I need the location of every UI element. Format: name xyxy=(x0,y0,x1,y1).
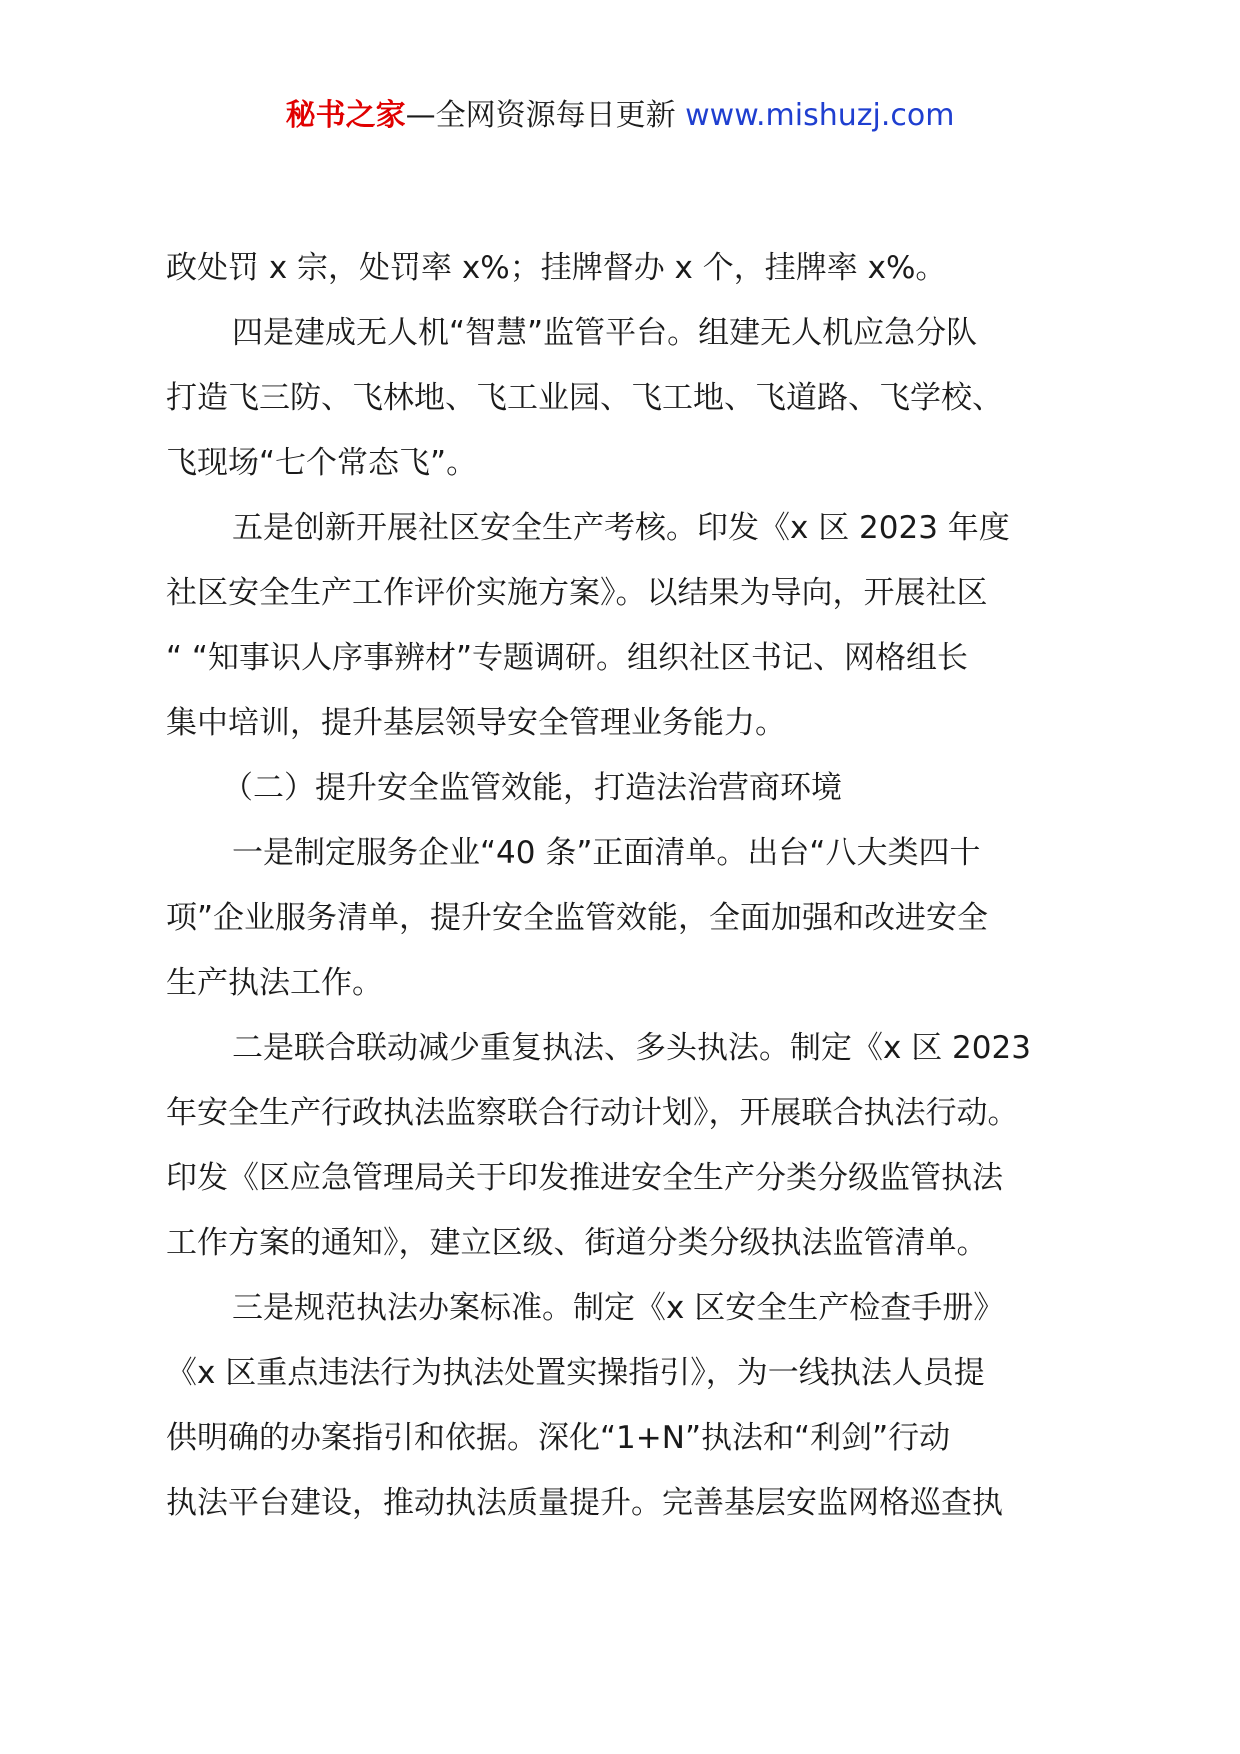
paragraph-start-line: 四是建成无人机“智慧”监管平台。组建无人机应急分队 xyxy=(232,315,978,351)
text-line: 执法平台建设，推动执法质量提升。完善基层安监网格巡查执 xyxy=(166,1485,1003,1521)
text-line: 生产执法工作。 xyxy=(166,965,383,1001)
section-heading: （二）提升安全监管效能，打造法治营商环境 xyxy=(222,770,842,806)
site-tagline: —全网资源每日更新 xyxy=(405,98,686,133)
text-line: 社区安全生产工作评价实施方案》。以结果为导向，开展社区 xyxy=(166,575,988,611)
text-line: 集中培训，提升基层领导安全管理业务能力。 xyxy=(166,705,786,741)
site-header xyxy=(0,96,1240,136)
document-body xyxy=(166,236,1096,1536)
text-line: 飞现场“七个常态飞”。 xyxy=(166,445,478,481)
text-line: 打造飞三防、飞林地、飞工业园、飞工地、飞道路、飞学校、 xyxy=(166,380,1003,416)
paragraph-start-line: 一是制定服务企业“40 条”正面清单。出台“八大类四十 xyxy=(232,835,981,871)
text-line: 政处罚 x 宗，处罚率 x%；挂牌督办 x 个，挂牌率 x%。 xyxy=(166,250,947,286)
text-line: 供明确的办案指引和依据。深化“1+N”执法和“利剑”行动 xyxy=(166,1420,951,1456)
text-line: 年安全生产行政执法监察联合行动计划》，开展联合执法行动。 xyxy=(166,1095,1019,1131)
text-line: 《x 区重点违法行为执法处置实操指引》，为一线执法人员提 xyxy=(166,1355,985,1391)
paragraph-start-line: 三是规范执法办案标准。制定《x 区安全生产检查手册》 xyxy=(232,1290,1005,1326)
paragraph-start-line: 二是联合联动减少重复执法、多头执法。制定《x 区 2023 xyxy=(232,1030,1031,1066)
text-line: 印发《区应急管理局关于印发推进安全生产分类分级监管执法 xyxy=(166,1160,1003,1196)
text-line: 项”企业服务清单，提升安全监管效能，全面加强和改进安全 xyxy=(166,900,989,936)
site-url-link[interactable]: www.mishuzj.com xyxy=(685,98,955,133)
paragraph-start-line: 五是创新开展社区安全生产考核。印发《x 区 2023 年度 xyxy=(232,510,1010,546)
text-line: “ “知事识人序事辨材”专题调研。组织社区书记、网格组长 xyxy=(166,640,969,676)
text-line: 工作方案的通知》，建立区级、街道分类分级执法监管清单。 xyxy=(166,1225,988,1261)
site-brand: 秘书之家 xyxy=(285,98,406,133)
